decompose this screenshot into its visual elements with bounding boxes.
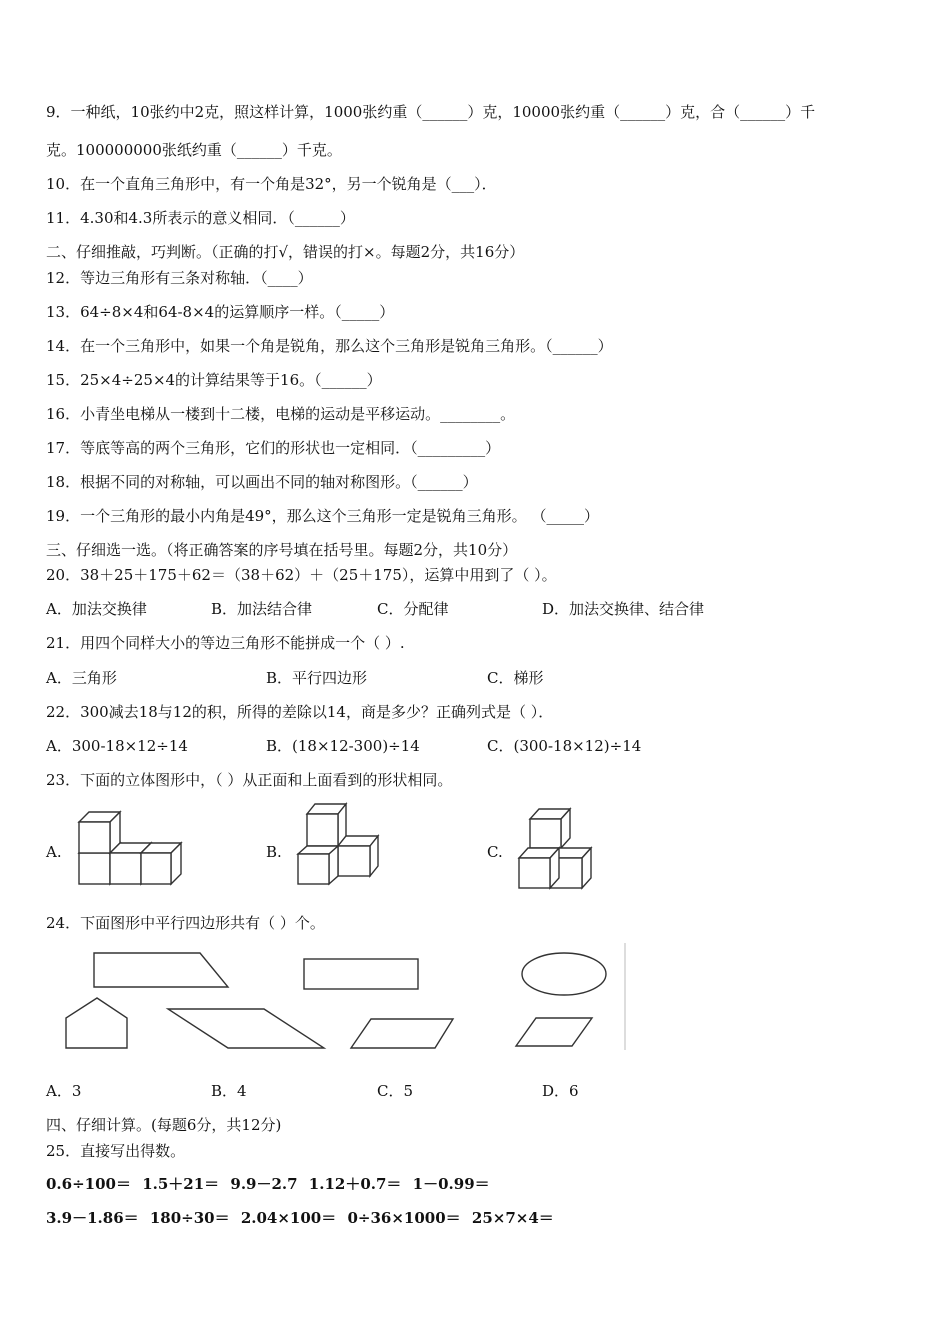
question-16: 16．小青坐电梯从一楼到十二楼，电梯的运动是平移运动。________。: [46, 405, 516, 423]
question-9-line-2: 克。100000000张纸约重（______）千克。: [46, 141, 342, 159]
q23-figure-c: [510, 805, 610, 895]
q23-option-b: B.: [266, 843, 282, 861]
q22-option-a: A．300-18×12÷14: [46, 737, 188, 755]
q23-option-a: A.: [46, 843, 62, 861]
question-14: 14．在一个三角形中，如果一个角是锐角，那么这个三角形是锐角三角形。（______）: [46, 337, 613, 355]
q24-option-a: A．3: [46, 1082, 82, 1100]
q22-option-b: B．(18×12-300)÷14: [266, 737, 420, 755]
q22-option-c: C．(300-18×12)÷14: [487, 737, 642, 755]
question-20: 20．38＋25＋175＋62＝（38＋62）＋（25＋175），运算中用到了（ ）。: [46, 566, 557, 584]
parallelogram-shape: [168, 1009, 324, 1048]
q23-figure-a: [70, 810, 190, 890]
q24-option-c: C．5: [377, 1082, 414, 1100]
cube: [530, 809, 570, 848]
section-3-heading: 三、仔细选一选。（将正确答案的序号填在括号里。每题2分，共10分）: [46, 541, 518, 559]
question-24: 24．下面图形中平行四边形共有（ ）个。: [46, 914, 325, 932]
q20-option-c: C．分配律: [377, 600, 449, 618]
question-13: 13．64÷8×4和64-8×4的运算顺序一样。（_____）: [46, 303, 395, 321]
section-2-heading: 二、仔细推敲，巧判断。（正确的打√，错误的打×。每题2分，共16分）: [46, 243, 525, 261]
question-11: 11．4.30和4.3所表示的意义相同．（______）: [46, 209, 355, 227]
question-9-line-1: 9．一种纸，10张约中2克，照这样计算，1000张约重（______）克，10000张约重（______）克，合（______）千: [46, 103, 816, 121]
q21-option-a: A．三角形: [46, 669, 117, 687]
question-22: 22．300减去18与12的积，所得的差除以14，商是多少？正确列式是（ ）．: [46, 703, 554, 721]
q24-shapes-figure: [40, 940, 640, 1060]
q21-option-b: B．平行四边形: [266, 669, 368, 687]
q24-option-b: B．4: [211, 1082, 247, 1100]
q25-calc-row-1: 0.6÷100＝ 1.5＋21＝ 9.9－2.7 1.12＋0.7＝ 1－0.99＝: [46, 1175, 490, 1193]
q20-option-b: B．加法结合律: [211, 600, 313, 618]
cube: [141, 843, 181, 884]
ellipse-shape: [522, 953, 606, 995]
q24-option-d: D．6: [542, 1082, 579, 1100]
question-21: 21．用四个同样大小的等边三角形不能拼成一个（ ）.: [46, 634, 405, 652]
question-15: 15．25×4÷25×4的计算结果等于16。（______）: [46, 371, 382, 389]
question-23: 23．下面的立体图形中，（ ）从正面和上面看到的形状相同。: [46, 771, 453, 789]
question-12: 12．等边三角形有三条对称轴．（____）: [46, 269, 313, 287]
parallelogram-shape: [516, 1018, 592, 1046]
q23-option-c: C.: [487, 843, 503, 861]
rectangle-shape: [304, 959, 418, 989]
question-25: 25．直接写出得数。: [46, 1142, 186, 1160]
q21-option-c: C．梯形: [487, 669, 544, 687]
trapezoid-shape: [94, 953, 228, 987]
question-17: 17．等底等高的两个三角形，它们的形状也一定相同．（_________）: [46, 439, 501, 457]
pentagon-shape: [66, 998, 127, 1048]
question-10: 10．在一个直角三角形中，有一个角是32°，另一个锐角是（___）．: [46, 175, 497, 193]
q23-figure-b: [290, 800, 390, 890]
cube: [298, 846, 338, 884]
q20-option-a: A．加法交换律: [46, 600, 147, 618]
q25-calc-row-2: 3.9－1.86＝ 180÷30＝ 2.04×100＝ 0÷36×1000＝ 25×7×4＝: [46, 1209, 554, 1227]
question-18: 18．根据不同的对称轴，可以画出不同的轴对称图形。（______）: [46, 473, 478, 491]
parallelogram-shape: [351, 1019, 453, 1048]
cube: [519, 848, 559, 888]
cube: [338, 836, 378, 876]
cube: [79, 812, 120, 853]
section-4-heading: 四、仔细计算。(每题6分，共12分): [46, 1116, 282, 1134]
q20-option-d: D．加法交换律、结合律: [542, 600, 705, 618]
cube: [307, 804, 346, 846]
question-19: 19．一个三角形的最小内角是49°，那么这个三角形一定是锐角三角形。 （_____）: [46, 507, 599, 525]
